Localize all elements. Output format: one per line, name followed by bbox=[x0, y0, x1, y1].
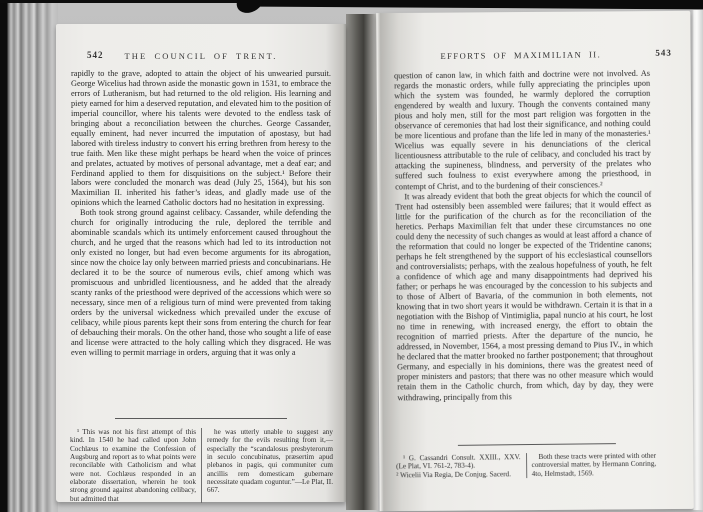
left-body-text bbox=[71, 69, 331, 402]
right-page-content bbox=[376, 48, 694, 479]
right-footnote-rule bbox=[458, 443, 616, 446]
gutter-top-shadow bbox=[233, 0, 268, 17]
left-footnotes bbox=[70, 428, 333, 503]
right-page-number: 543 bbox=[655, 47, 672, 58]
left-paragraph-1: rapidly to the grave, adopted to attain the object of his unwearied pursuit. George Wicelius had thrown aside the monastic gown in 1531, to embrace the errors of Lutheranism, but had returned to the old religion. His learning and piety earned for him a deserved reputation, and elevated him to the position of imperial councillor, where his talents were devoted to the endless task of bringing about a reconciliation between the churches. George Cassander, equally eminent, had never incurred the imputation of apostasy, but had labored with tireless industry to convert his erring brethren from heresy to the true faith. Men like these might perhaps be heard when the voice of princes and prelates, actuated by motives of personal advantage, met a deaf ear; and Ferdinand applied to them for disquisitions on the subject.¹ Before their labors were concluded the monarch was dead (July 25, 1564), but his son Maximilian II. inherited his father’s ideas, and gladly made use of the opinions which the learned Catholic doctors had no hesitation in expressing. bbox=[71, 69, 331, 208]
right-footnote-col-1: ¹ G. Cassandri Consult. XXIII., XXV. (Le Plat, VI. 761-2, 783-4). ² Wicelii Via Regia, De Conjug. Sacerd. bbox=[396, 453, 521, 480]
left-footnote-rule bbox=[115, 418, 287, 419]
left-running-head bbox=[71, 51, 331, 63]
book-gutter-shadow bbox=[346, 14, 378, 510]
right-footnote-col-2: Both these tracts were printed with other controversial matter, by Hermann Conring, 4to, Helmstadt, 1569. bbox=[526, 452, 657, 478]
left-paragraph-2: Both took strong ground against celibacy. Cassander, while defending the church for originally introducing the rule, deplored the terrible and abominable scandals which its untimely enforcement caused throughout the church, and he urged that the reasons which had led to its introduction not only existed no longer, but had even become arguments for its abrogation, since now the choice lay only between married priests and concubinarians. He declared it to be the source of numerous evils, chief among which was promiscuous and unbridled licentiousness, and he added that the already scanty ranks of the priesthood were deprived of the accessions which were so necessary, since men of a religious turn of mind were prevented from taking orders by the universal wickedness which prevailed under the excuse of celibacy, while pious parents kept their sons from entering the church for fear of debauching their morals. On the other hand, those who sought a life of ease and license were attracted to the holy calling which they disgraced. He was even willing to permit marriage in orders, arguing that it was only a bbox=[71, 208, 331, 357]
page-right bbox=[376, 11, 693, 511]
left-running-head-title: THE COUNCIL OF TRENT. bbox=[124, 51, 278, 61]
left-footnote-col-2: he was utterly unable to suggest any remedy for the evils resulting from it,—especially the “scandalosus presbyterorum in seculo concubinatus, præsertim apud plebanos in pagis, qui communiter cum ancillis rem domesticam gubernare necessitate quadam coguntur.”—Le Plat, II. 667. bbox=[201, 428, 333, 503]
right-paragraph-1: question of canon law, in which faith and doctrine were not involved. As regards the monastic orders, while fully appreciating the principles upon which the system was founded, he warmly deplored the corruption engendered by wealth and luxury. Though the convents contained many pious and holy men, still for the most part religion was forgotten in the observance of ceremonies that had lost their significance, and nothing could be more licentious and profane than the life led in many of the monasteries.¹ Wicelius was equally severe in his denunciations of the clerical licentiousness attributable to the rule of celibacy, and concluded his tract by attacking the supineness, blindness, and perversity of the prelates who suffered such foulness to exist everywhere among the priesthood, in contempt of Christ, and to the burdening of their consciences.² bbox=[393, 68, 652, 191]
right-running-head bbox=[394, 47, 672, 64]
page-stack-edge-left bbox=[0, 0, 58, 512]
right-footnotes bbox=[396, 452, 656, 480]
left-footnote-col-1: ¹ This was not his first attempt of this kind. In 1540 he had called upon John Cochlæus to examine the Confession of Augsburg and report as to what points were reconcilable with Catholicism and what were not. Cochlæus responded in an elaborate dissertation, wherein he took strong ground against abandoning celibacy, but admitted that bbox=[70, 428, 196, 503]
right-running-head-title: EFFORTS OF MAXIMILIAN II. bbox=[440, 49, 602, 61]
left-page-number: 542 bbox=[87, 50, 104, 60]
photo-top-edge-right-band bbox=[253, 0, 703, 9]
right-body-text bbox=[394, 69, 654, 434]
page-left bbox=[56, 24, 346, 502]
right-paragraph-2: It was already evident that both the great objects for which the council of Trent had ostensibly been assembled were failures; that it would effect as little for the purification of the church as for the reconciliation of the heretics. Perhaps Maximilian felt that under these circumstances no one could deny the necessity of such changes as would at least afford a chance of the reformation that could no longer be expected of the Tridentine canons; perhaps he felt strengthened by the support of his ecclesiastical counsellors and controversialists; perhaps, with the zealous hopefulness of youth, he felt a confidence of which age and many disappointments had deprived his father; or perhaps he was encouraged by the concession to his subjects and to those of Albert of Bavaria, of the communion in both elements, not knowing that in two short years it would be withdrawn. Certain it is that in a negotiation with the Bishop of Vintimiglia, papal nuncio at his court, he lost no time in renewing, with increased energy, the effort to obtain the recognition of married priests. After the departure of the nuncio, he addressed, in November, 1564, a most pressing demand to Pius IV., in which he declared that the matter brooked no farther postponement; that throughout Germany, and especially in his dominions, there was the greatest need of proper ministers and pastors; that there was no other measure which would retain them in the Catholic church, from which, day by day, they were withdrawing, principally from this bbox=[395, 189, 654, 402]
